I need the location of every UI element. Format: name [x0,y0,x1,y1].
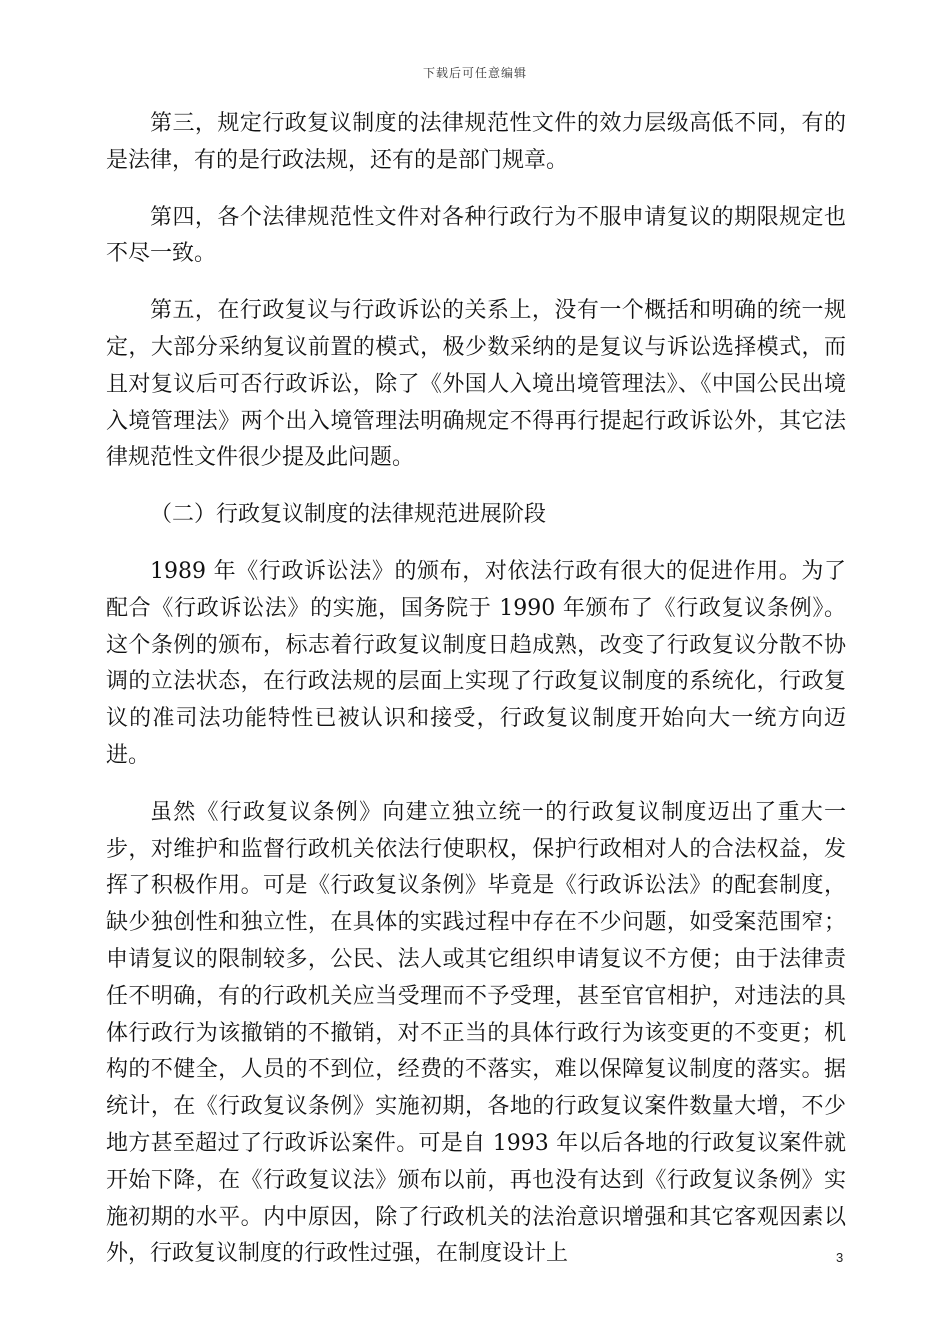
paragraph-1989-regulation: 1989 年《行政诉讼法》的颁布，对依法行政有很大的促进作用。为了配合《行政诉讼法》的实施，国务院于 1990 年颁布了《行政复议条例》。这个条例的颁布，标志着行政复议制度日趋成熟，改变了行政复议分散不协调的立法状态，在行政法规的层面上实现了行政复议制度的系统化，行政复议的准司法功能特性已被认识和接受，行政复议制度开始向大一统方向迈进。 [106,558,846,768]
page-header: 下载后可任意编辑 [422,66,527,80]
paragraph-third-point: 第三，规定行政复议制度的法律规范性文件的效力层级高低不同，有的是法律，有的是行政法规，还有的是部门规章。 [106,111,846,173]
document-body [106,106,846,1293]
section-heading: （二）行政复议制度的法律规范进展阶段 [150,502,547,528]
page-number: 3 [836,1250,844,1265]
paragraph-fifth-point: 第五，在行政复议与行政诉讼的关系上，没有一个概括和明确的统一规定，大部分采纳复议前置的模式，极少数采纳的是复议与诉讼选择模式，而且对复议后可否行政诉讼，除了《外国人入境出境管理法》、《中国公民出境入境管理法》两个出入境管理法明确规定不得再行提起行政诉讼外，其它法律规范性文件很少提及此问题。 [106,298,846,471]
paragraph-regulation-problems: 虽然《行政复议条例》向建立独立统一的行政复议制度迈出了重大一步，对维护和监督行政机关依法行使职权，保护行政相对人的合法权益，发挥了积极作用。可是《行政复议条例》毕竟是《行政诉讼法》的配套制度，缺少独创性和独立性，在具体的实践过程中存在不少问题，如受案范围窄；申请复议的限制较多，公民、法人或其它组织申请复议不方便；由于法律责任不明确，有的行政机关应当受理而不予受理，甚至官官相护，对违法的具体行政行为该撤销的不撤销，对不正当的具体行政行为该变更的不变更；机构的不健全，人员的不到位，经费的不落实，难以保障复议制度的落实。据统计，在《行政复议条例》实施初期，各地的行政复议案件数量大增，不少地方甚至超过了行政诉讼案件。可是自 1993 年以后各地的行政复议案件就开始下降，在《行政复议法》颁布以前，再也没有达到《行政复议条例》实施初期的水平。内中原因，除了行政机关的法治意识增强和其它客观因素以外，行政复议制度的行政性过强，在制度设计上 [106,799,846,1267]
paragraph-fourth-point: 第四，各个法律规范性文件对各种行政行为不服申请复议的期限规定也不尽一致。 [106,204,846,267]
